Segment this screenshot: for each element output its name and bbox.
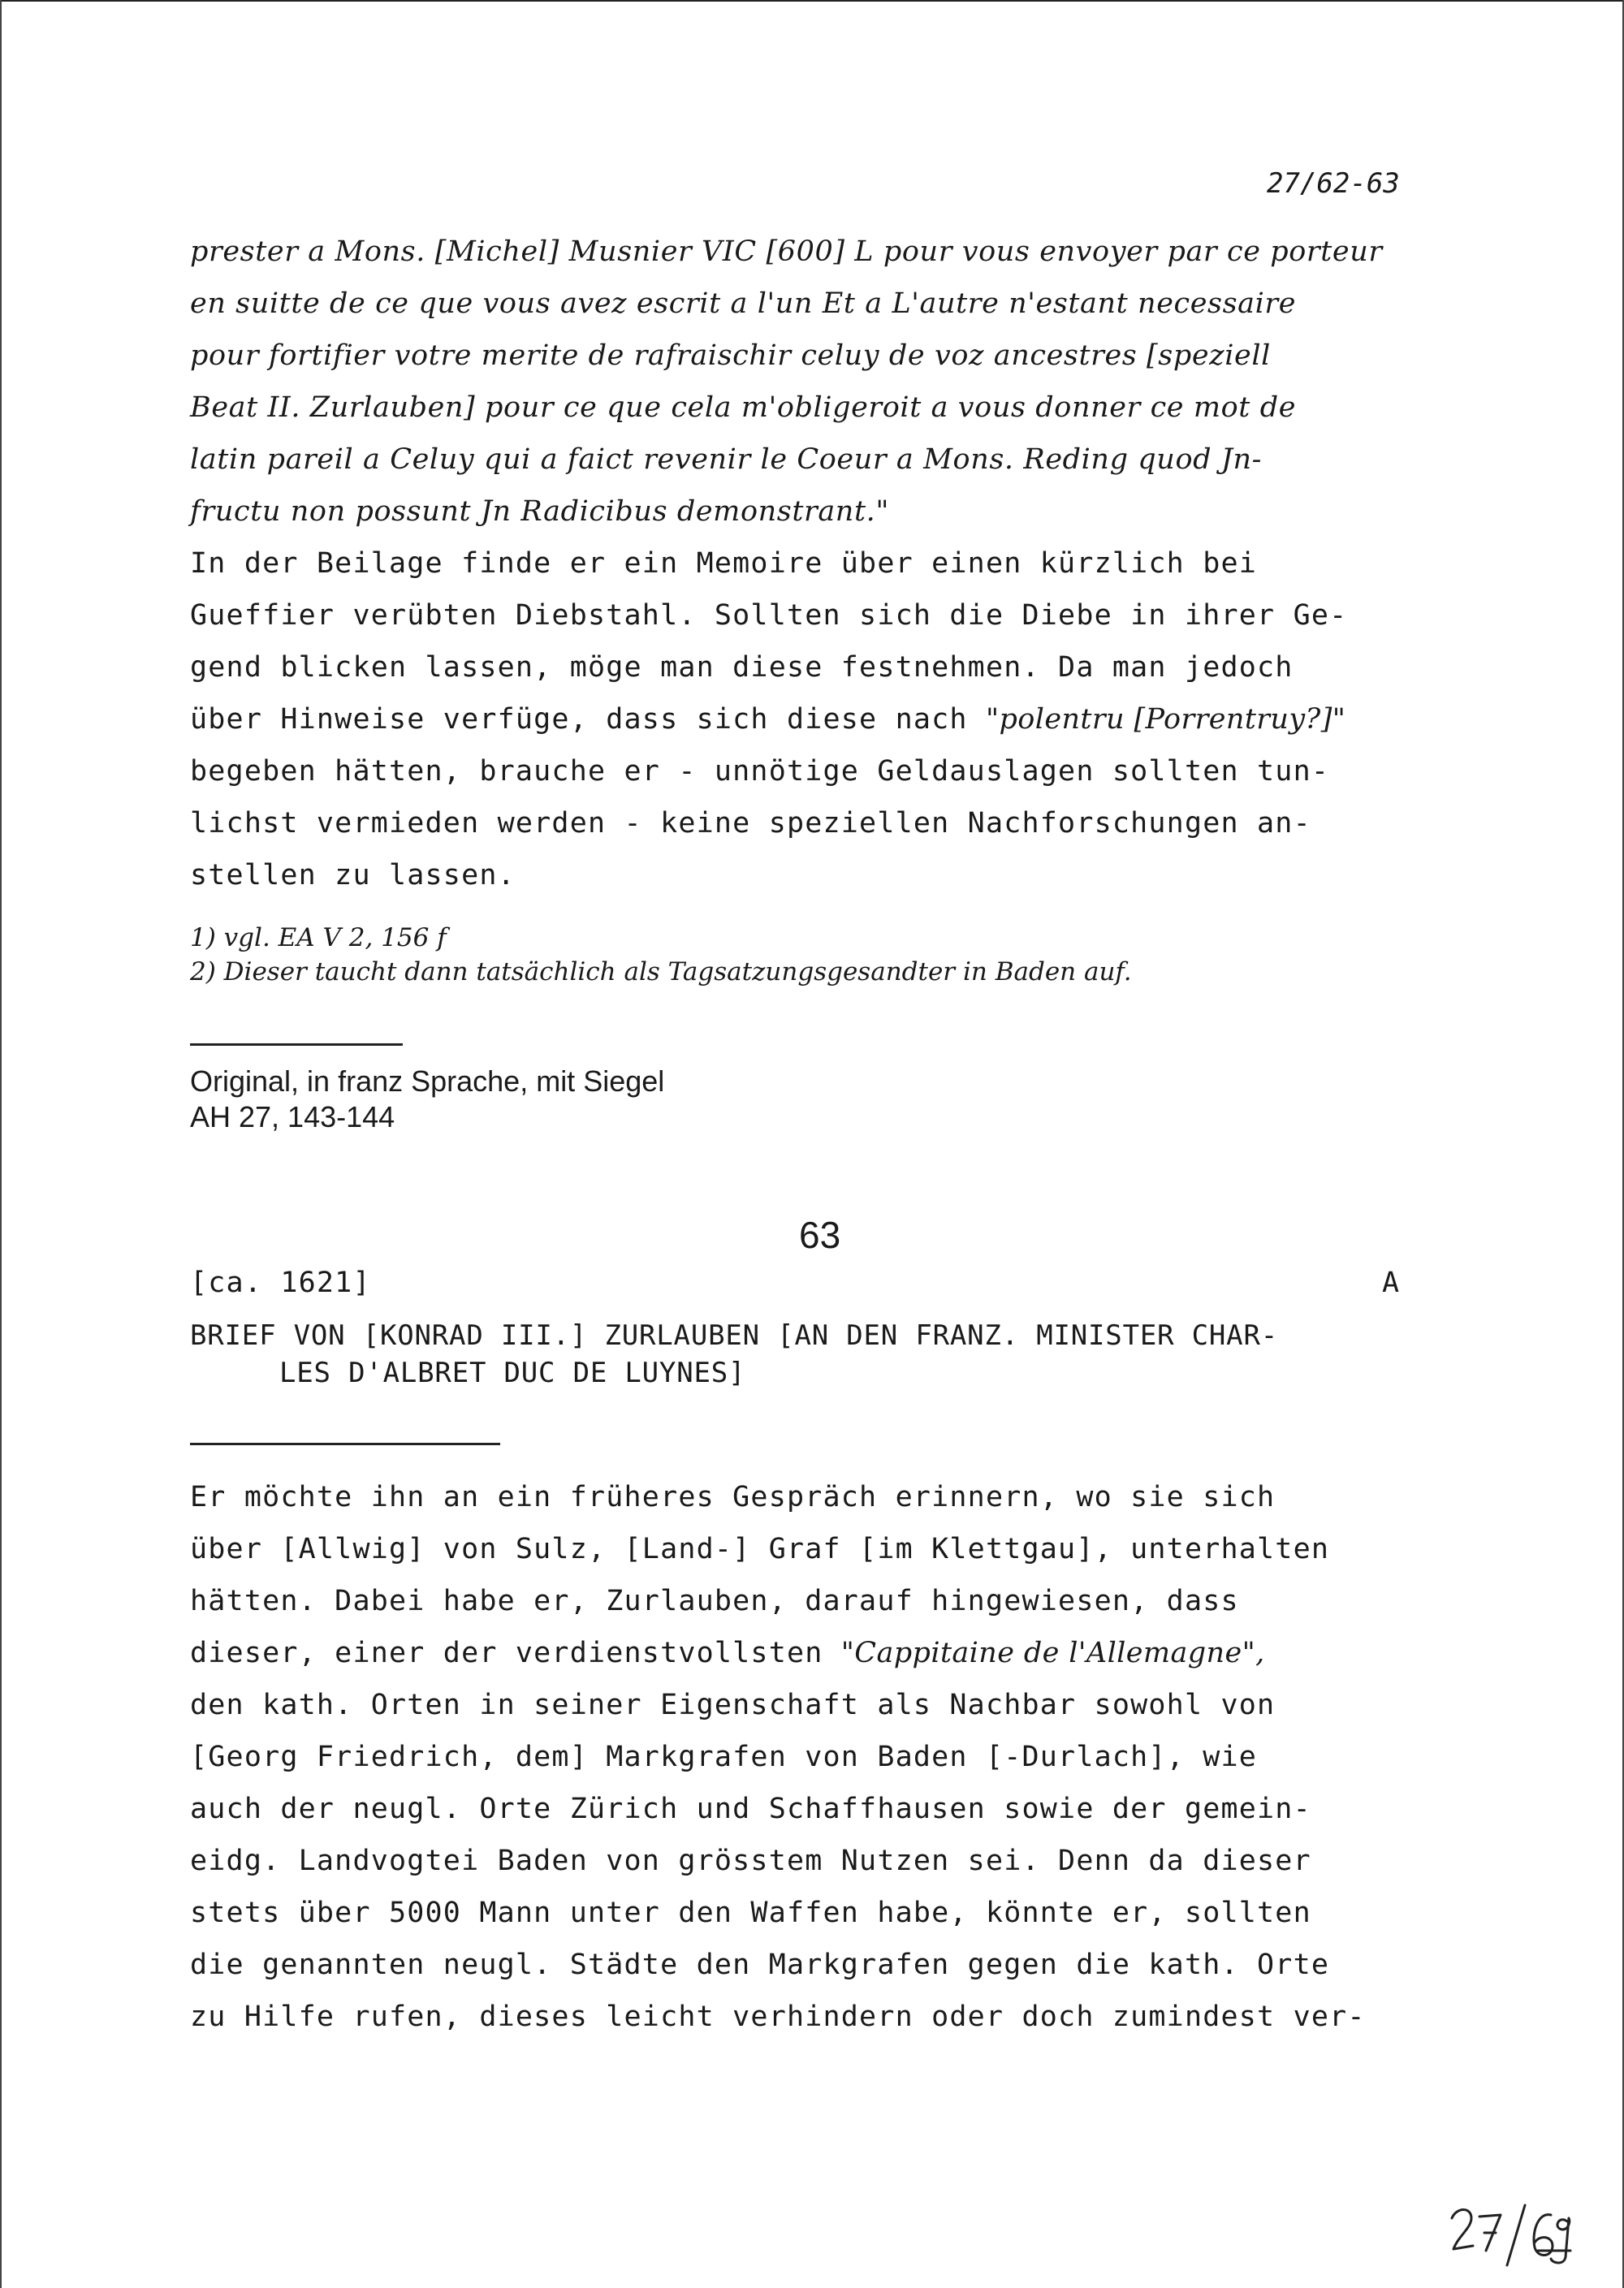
document-date: [ca. 1621] xyxy=(190,1267,371,1299)
italic-place-name: "polentru [Porrentruy?]" xyxy=(985,703,1346,736)
quote-line: pour fortifier votre merite de rafraischir celuy de voz ancestres [speziell xyxy=(190,339,1271,372)
text-segment: dieser, einer der verdienstvollsten xyxy=(190,1637,841,1669)
scan-border-left xyxy=(0,0,2,2288)
quote-line: latin pareil a Celuy qui a faict revenir le Coeur a Mons. Reding quod Jn- xyxy=(190,443,1263,476)
title-line: BRIEF VON [KONRAD III.] ZURLAUBEN [AN DEN FRANZ. MINISTER CHAR- xyxy=(190,1319,1278,1352)
source-reference: AH 27, 143-144 xyxy=(190,1100,395,1133)
scan-border-top xyxy=(0,0,1624,2)
text-line: die genannten neugl. Städte den Markgrafen gegen die kath. Orte xyxy=(190,1949,1330,1981)
summary-paragraph-2 xyxy=(190,1471,1457,2043)
text-line: Er möchte ihn an ein früheres Gespräch erinnern, wo sie sich xyxy=(190,1481,1276,1513)
footnotes xyxy=(190,921,1457,989)
page-reference: 27/62-63 xyxy=(1267,167,1400,200)
document-number: 63 xyxy=(799,1214,841,1256)
text-line: Gueffier verübten Diebstahl. Sollten sich die Diebe in ihrer Ge- xyxy=(190,599,1348,632)
source-note xyxy=(190,1064,664,1135)
text-segment: über Hinweise verfüge, dass sich diese nach xyxy=(190,703,986,736)
text-line: über [Allwig] von Sulz, [Land-] Graf [im Klettgau], unterhalten xyxy=(190,1533,1330,1565)
quote-line: prester a Mons. [Michel] Musnier VIC [600] L pour vous envoyer par ce porteur xyxy=(190,235,1383,268)
handwritten-folio-number xyxy=(1447,2200,1577,2270)
text-line: lichst vermieden werden - keine speziellen Nachforschungen an- xyxy=(190,807,1311,840)
text-line: zu Hilfe rufen, dieses leicht verhindern oder doch zumindest ver- xyxy=(190,2001,1366,2033)
document-title xyxy=(190,1317,1278,1392)
quote-line: en suitte de ce que vous avez escrit a l'un Et a L'autre n'estant necessaire xyxy=(190,287,1297,320)
quote-line: fructu non possunt Jn Radicibus demonstrant." xyxy=(190,495,890,528)
document-sigle: A xyxy=(1382,1267,1400,1299)
text-line: [Georg Friedrich, dem] Markgrafen von Baden [-Durlach], wie xyxy=(190,1741,1258,1773)
text-line xyxy=(190,1627,1457,1679)
footnote: 1) vgl. EA V 2, 156 f xyxy=(190,923,447,952)
text-line xyxy=(190,693,1457,745)
text-line: stets über 5000 Mann unter den Waffen habe, könnte er, sollten xyxy=(190,1897,1311,1929)
text-line: auch der neugl. Orte Zürich und Schaffhausen sowie der gemein- xyxy=(190,1793,1311,1825)
text-line: gend blicken lassen, möge man diese festnehmen. Da man jedoch xyxy=(190,651,1294,684)
summary-paragraph-1 xyxy=(190,537,1457,901)
text-line: stellen zu lassen. xyxy=(190,859,516,891)
separator-rule xyxy=(190,1443,500,1445)
text-line: den kath. Orten in seiner Eigenschaft als Nachbar sowohl von xyxy=(190,1689,1276,1721)
text-line: begeben hätten, brauche er - unnötige Geldauslagen sollten tun- xyxy=(190,755,1330,788)
separator-rule xyxy=(190,1043,403,1046)
footnote: 2) Dieser taucht dann tatsächlich als Tagsatzungsgesandter in Baden auf. xyxy=(190,957,1132,986)
text-line: eidg. Landvogtei Baden von grösstem Nutzen sei. Denn da dieser xyxy=(190,1845,1311,1877)
french-quote xyxy=(190,226,1457,537)
title-line: LES D'ALBRET DUC DE LUYNES] xyxy=(279,1357,746,1389)
text-line: In der Beilage finde er ein Memoire über einen kürzlich bei xyxy=(190,547,1258,580)
quote-line: Beat II. Zurlauben] pour ce que cela m'obligeroit a vous donner ce mot de xyxy=(190,391,1297,424)
source-line: Original, in franz Sprache, mit Siegel xyxy=(190,1064,665,1098)
italic-quote: "Cappitaine de l'Allemagne", xyxy=(840,1637,1265,1669)
text-line: hätten. Dabei habe er, Zurlauben, darauf hingewiesen, dass xyxy=(190,1585,1239,1617)
